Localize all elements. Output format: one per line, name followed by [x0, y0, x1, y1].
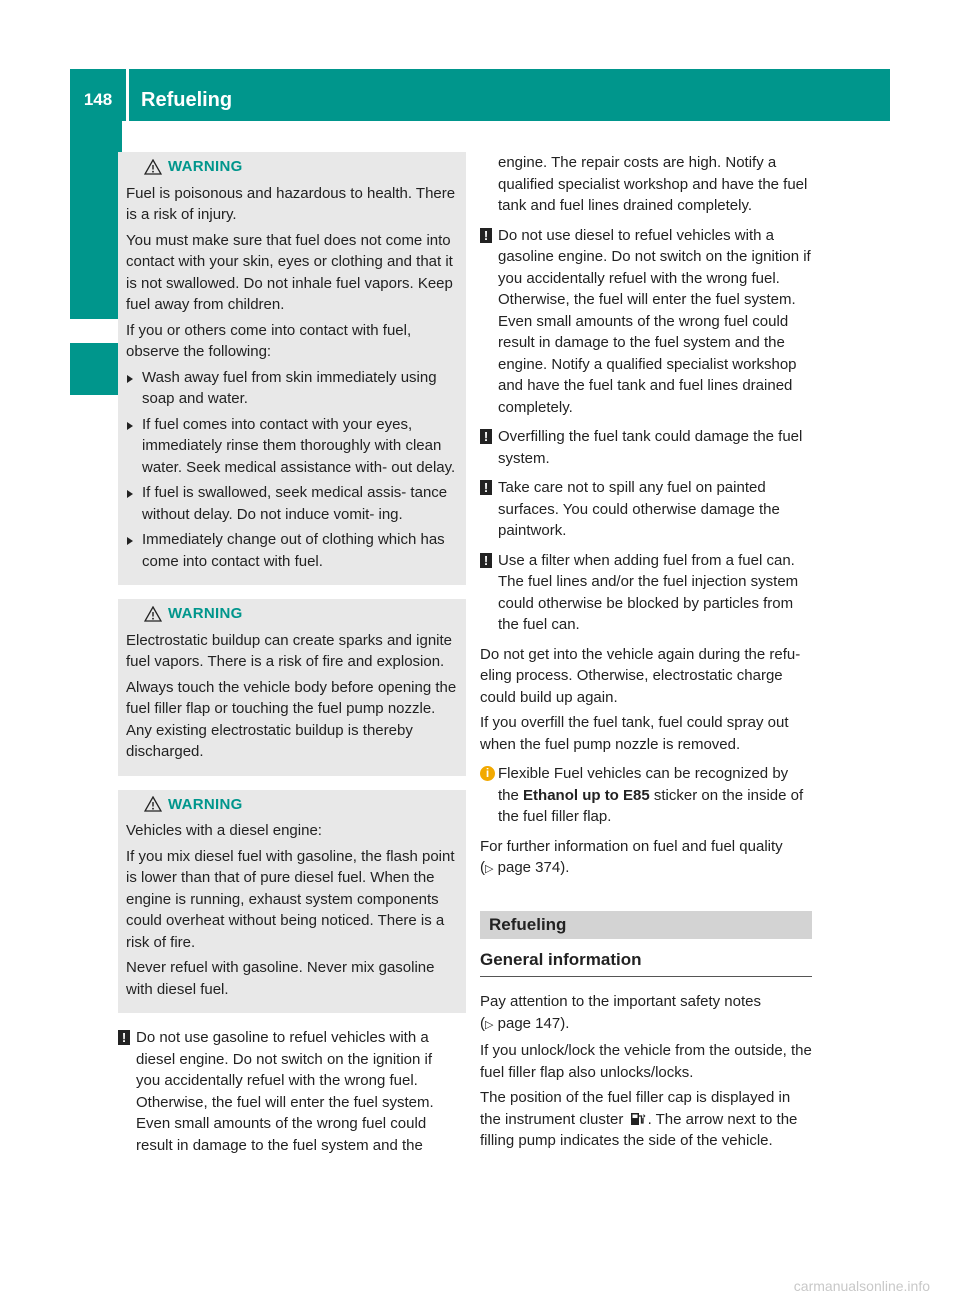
- warning-text: Always touch the vehicle body before opening the fuel filler flap or touching the fuel pump nozzle. Any existing electrostatic buildup is thereby discharged.: [126, 678, 457, 760]
- caution-note-overfilling: ! Overfilling the fuel tank could damage the fuel system.: [480, 426, 812, 469]
- body-text: If you unlock/lock the vehicle from the outside, the fuel filler flap also unlocks/locks.: [480, 1042, 812, 1081]
- subsection-heading: General information: [480, 949, 812, 978]
- info-note-flexfuel: i Flexible Fuel vehicles can be recognized by the Ethanol up to E85 sticker on the inside of the fuel filler flap.: [480, 763, 812, 828]
- left-column: [121, 152, 458, 1164]
- page-reference[interactable]: page 147).: [497, 1014, 570, 1032]
- page-reference[interactable]: page 374).: [497, 859, 570, 876]
- caution-note-paint: ! Take care not to spill any fuel on painted surfaces. You could otherwise damage the paintwork.: [480, 477, 812, 542]
- body-text: Do not get into the vehicle again during the refu- eling process. Otherwise, electrostatic charge could build up again.: [480, 645, 801, 706]
- list-item: Wash away fuel from skin immediately using soap and water.: [126, 367, 458, 410]
- right-column: [480, 152, 812, 1156]
- body-text: Pay attention to the important safety notes (▷ page 147).: [480, 993, 762, 1032]
- warning-header: [144, 603, 458, 625]
- exclamation-icon: !: [480, 228, 492, 243]
- warning-triangle-icon: [144, 796, 162, 812]
- caution-note-filter: ! Use a filter when adding fuel from a fuel can. The fuel lines and/or the fuel injection system could otherwise be blocked by particles from the fuel can.: [480, 550, 812, 636]
- bullet-arrow-icon: [127, 537, 133, 545]
- warning-text: If you or others come into contact with fuel, observe the following:: [126, 321, 412, 360]
- info-icon: i: [480, 766, 495, 781]
- warning-label: WARNING: [168, 605, 243, 622]
- caution-note-gasoline: ! Do not use gasoline to refuel vehicles with a diesel engine. Do not switch on the ignition if you accidentally refuel with the wrong fuel. Otherwise, the fuel will enter the fuel system. Even small amounts of the wrong fuel could result in damage to the fuel system and the: [118, 1027, 458, 1156]
- exclamation-icon: !: [480, 553, 492, 568]
- warning-text: Electrostatic buildup can create sparks and ignite fuel vapors. There is a risk of fire and explosion.: [126, 631, 453, 670]
- warning-label: WARNING: [168, 795, 243, 813]
- body-text: For further information on fuel and fuel quality (▷ page 374).: [480, 837, 783, 876]
- bullet-arrow-icon: [127, 375, 133, 383]
- exclamation-icon: !: [480, 429, 492, 444]
- warning-text: You must make sure that fuel does not come into contact with your skin, eyes or clothing and that it is not swallowed. Do not inhale fuel vapors. Keep fuel away from children.: [126, 231, 453, 313]
- warning-text: Vehicles with a diesel engine:: [126, 822, 322, 839]
- page-title: Refueling: [141, 89, 233, 111]
- list-item: If fuel is swallowed, seek medical assis- tance without delay. Do not induce vomit- ing.: [126, 482, 458, 525]
- header-divider: [126, 69, 129, 121]
- section-marker: [70, 343, 122, 395]
- warning-box-electrostatic: [118, 599, 466, 776]
- body-text: The position of the fuel filler cap is displayed in the instrument cluster . The arrow next to the filling pump indicates the side of the vehicle.: [480, 1089, 798, 1149]
- sticker-name: Ethanol up to E85: [523, 786, 650, 804]
- page-number: 148: [83, 90, 113, 109]
- page-header: [70, 69, 890, 121]
- page-reference-arrow-icon: ▷: [485, 1018, 494, 1031]
- warning-text: Fuel is poisonous and hazardous to health. There is a risk of injury.: [126, 184, 456, 223]
- body-text: If you overfill the fuel tank, fuel could spray out when the fuel pump nozzle is removed.: [480, 714, 789, 753]
- bullet-arrow-icon: [127, 422, 133, 430]
- footer-watermark: carmanualsonline.info: [793, 1278, 930, 1294]
- exclamation-icon: !: [118, 1030, 130, 1045]
- note-continuation: engine. The repair costs are high. Notify a qualified specialist workshop and have the fuel tank and fuel lines drained completely.: [498, 154, 808, 214]
- page-reference-arrow-icon: ▷: [485, 863, 494, 875]
- warning-label: WARNING: [168, 158, 243, 175]
- warning-triangle-icon: [144, 159, 162, 175]
- fuel-pump-icon: [630, 1112, 646, 1126]
- section-tab: [70, 121, 122, 319]
- warning-text: Never refuel with gasoline. Never mix gasoline with diesel fuel.: [126, 959, 435, 998]
- bullet-arrow-icon: [127, 490, 133, 498]
- warning-box-diesel: [118, 790, 466, 1014]
- caution-note-diesel: ! Do not use diesel to refuel vehicles with a gasoline engine. Do not switch on the ignition if you accidentally refuel with the wrong fuel. Otherwise, the fuel will enter the fuel system. Even small amounts of the wrong fuel could result in damage to the fuel system and the engine. Notify a qualified specialist workshop and have the fuel tank and fuel lines drained completely.: [480, 225, 812, 419]
- section-heading: Refueling: [480, 911, 812, 939]
- warning-header: [144, 156, 458, 178]
- warning-triangle-icon: [144, 606, 162, 622]
- list-item: Immediately change out of clothing which has come into contact with fuel.: [126, 529, 458, 572]
- warning-box-fuel-health: [118, 152, 466, 585]
- warning-bullet-list: [126, 367, 458, 573]
- warning-text: If you mix diesel fuel with gasoline, the flash point is lower than that of pure diesel fuel. When the engine is running, exhaust system components could overheat without being noticed. There is a risk of fire.: [126, 847, 455, 951]
- warning-header: [144, 794, 458, 816]
- exclamation-icon: !: [480, 480, 492, 495]
- list-item: If fuel comes into contact with your eyes, immediately rinse them thoroughly with clean water. Seek medical assistance with- out delay.: [126, 414, 458, 479]
